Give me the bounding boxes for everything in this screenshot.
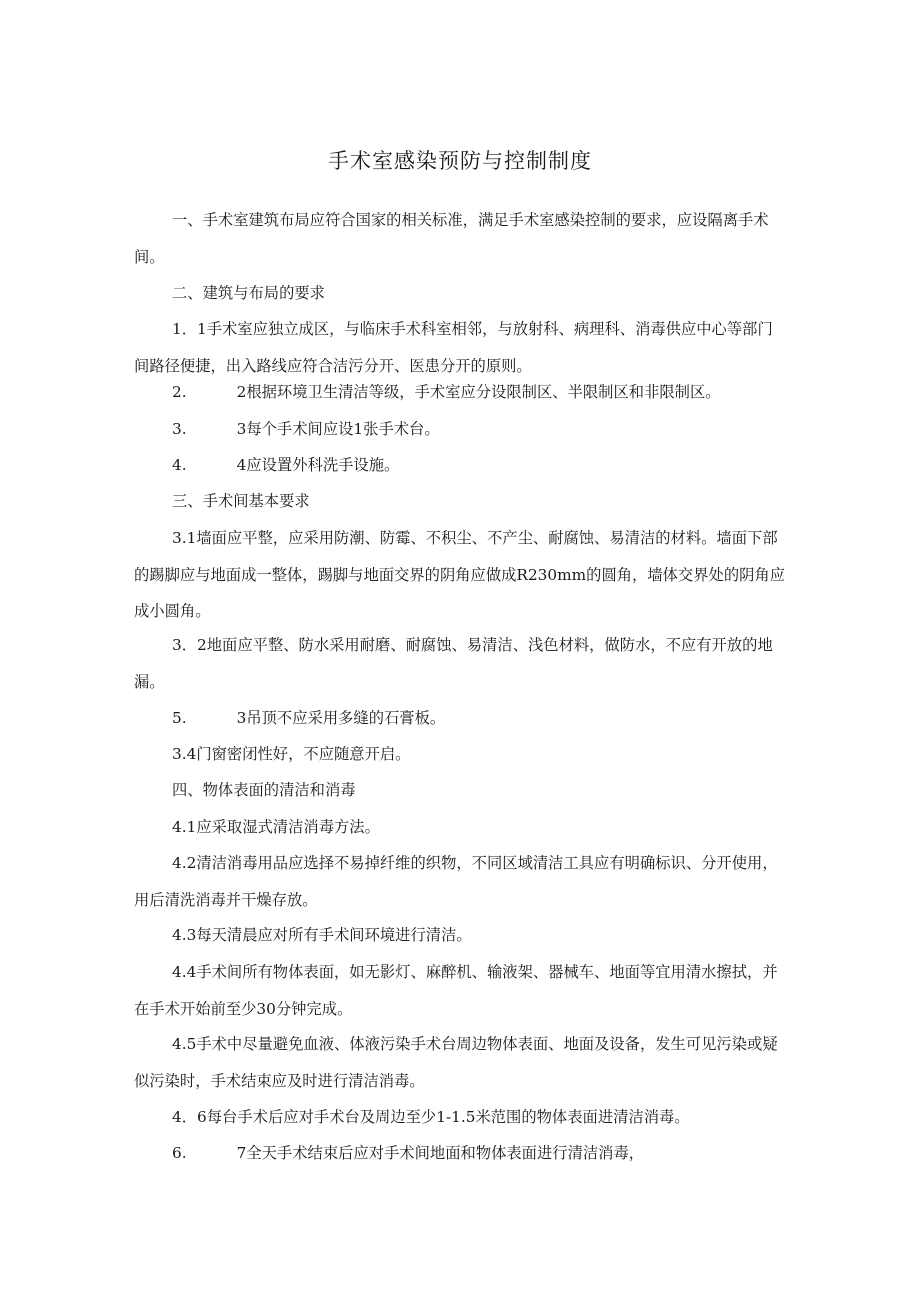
- paragraph-text: 4.1应采取湿式清洁消毒方法。: [172, 818, 380, 836]
- section-heading: [134, 772, 788, 809]
- paragraph-text: 三、手术间基本要求: [172, 492, 310, 510]
- paragraph-text: 4应设置外科洗手设施。: [236, 456, 400, 474]
- section-heading: [134, 483, 788, 520]
- paragraph-text: 4.2清洁消毒用品应选择不易掉纤维的织物，不同区域清洁工具应有明确标识、分开使用，用后清洗消毒并干燥存放。: [134, 854, 778, 909]
- list-number: 6.: [172, 1144, 187, 1162]
- paragraph: [134, 520, 788, 630]
- list-item: [134, 411, 788, 448]
- paragraph-text: 4.3每天清晨应对所有手术间环境进行清洁。: [172, 926, 472, 944]
- list-number: 5.: [172, 709, 187, 727]
- paragraph: [134, 627, 788, 700]
- paragraph: [134, 954, 788, 1027]
- paragraph-text: 一、手术室建筑布局应符合国家的相关标准，满足手术室感染控制的要求，应设隔离手术间。: [134, 211, 769, 266]
- paragraph-text: 3每个手术间应设1张手术台。: [236, 420, 440, 438]
- paragraph: [134, 845, 788, 918]
- paragraph-text: 4．6每台手术后应对手术台及周边至少1-1.5米范围的物体表面进清洁消毒。: [172, 1108, 690, 1126]
- list-number: 2.: [172, 383, 187, 401]
- list-item: [134, 374, 788, 411]
- paragraph: [134, 917, 788, 954]
- paragraph-text: 二、建筑与布局的要求: [172, 284, 325, 302]
- paragraph: [134, 1026, 788, 1099]
- section-heading: [134, 275, 788, 312]
- list-number: 4.: [172, 456, 187, 474]
- paragraph-text: 3吊顶不应采用多缝的石膏板。: [236, 709, 446, 727]
- paragraph-text: 4.4手术间所有物体表面，如无影灯、麻醉机、输液架、器械车、地面等宜用清水擦拭，并在手术开始前至少30分钟完成。: [134, 963, 778, 1018]
- list-item: [134, 447, 788, 484]
- paragraph-text: 7全天手术结束后应对手术间地面和物体表面进行清洁消毒，: [236, 1144, 645, 1162]
- list-item: [134, 1135, 788, 1172]
- paragraph-text: 3.1墙面应平整，应采用防潮、防霉、不积尘、不产尘、耐腐蚀、易清洁的材料。墙面下部的踢脚应与地面成一整体，踢脚与地面交界的阴角应做成R230mm的圆角，墙体交界处的阴角应成小圆角。: [134, 529, 786, 620]
- paragraph: [134, 736, 788, 773]
- paragraph-text: 四、物体表面的清洁和消毒: [172, 781, 356, 799]
- list-number: 3.: [172, 420, 187, 438]
- paragraph-text: 4.5手术中尽量避免血液、体液污染手术台周边物体表面、地面及设备，发生可见污染或疑似污染时，手术结束应及时进行清洁消毒。: [134, 1035, 778, 1090]
- paragraph-text: 3.4门窗密闭性好，不应随意开启。: [172, 745, 411, 763]
- paragraph-text: 3．2地面应平整、防水采用耐磨、耐腐蚀、易清洁、浅色材料，做防水，不应有开放的地漏。: [134, 636, 773, 691]
- paragraph: [134, 1099, 788, 1136]
- paragraph-text: 2根据环境卫生清洁等级，手术室应分设限制区、半限制区和非限制区。: [236, 383, 721, 401]
- paragraph: [134, 809, 788, 846]
- list-item: [134, 700, 788, 737]
- paragraph: [134, 202, 788, 275]
- paragraph-text: 1．1手术室应独立成区，与临床手术科室相邻，与放射科、病理科、消毒供应中心等部门间路径便捷，出入路线应符合洁污分开、医患分开的原则。: [134, 320, 773, 375]
- page-title: 手术室感染预防与控制制度: [328, 149, 592, 173]
